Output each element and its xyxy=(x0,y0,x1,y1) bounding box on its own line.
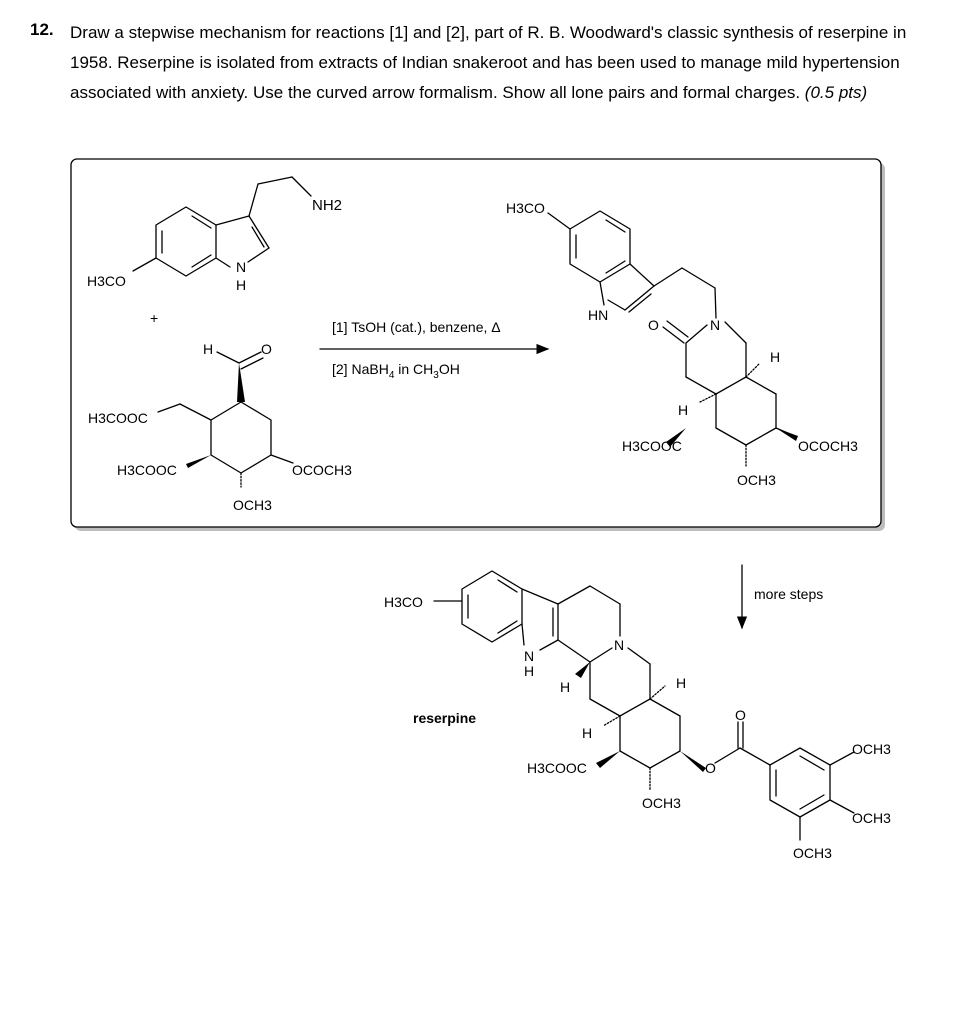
question-body: Draw a stepwise mechanism for reactions [1] and [2], part of R. B. Woodward's classic synthesis of reserpine in 1958. Reserpine is isolated from extracts of Indian snakeroot and has been used to manage mild hypertension associated with anxiety. Use the curved arrow formalism. Show all lone pairs and formal charges. xyxy=(70,23,907,102)
nh2-label: NH2 xyxy=(312,197,343,214)
question-number: 12. xyxy=(30,20,54,39)
och3-label-3: OCH3 xyxy=(642,795,681,811)
reserpine-h-label-1: H xyxy=(524,663,535,679)
h3cooc-label-1: H3COOC xyxy=(88,410,148,426)
product-h-label-1: H xyxy=(770,349,781,365)
reserpine-h-label-2: H xyxy=(560,679,571,695)
carbonyl-o-label: O xyxy=(735,707,746,723)
indole-n-label: N xyxy=(236,259,247,275)
reserpine-name: reserpine xyxy=(413,710,477,726)
och3-label-4: OCH3 xyxy=(852,741,891,757)
indole-h-label: H xyxy=(236,277,247,293)
reagent-step-2: [2] NaBH$_4$ in $CH_3OH$ xyxy=(332,361,460,381)
och3-label-1: OCH3 xyxy=(233,497,272,513)
product-n-label: N xyxy=(710,317,721,333)
aldehyde-o-label: O xyxy=(261,341,272,357)
h3co-label-1: H3CO xyxy=(87,273,126,289)
och3-label-5: OCH3 xyxy=(852,810,891,826)
more-steps-label: more steps xyxy=(754,586,824,602)
h3cooc-label-3: H3COOC xyxy=(622,438,682,454)
och3-label-6: OCH3 xyxy=(793,845,832,861)
aldehyde-h-label: H xyxy=(203,341,214,357)
h3co-label-2: H3CO xyxy=(506,200,545,216)
reagent-step-1: [1] TsOH (cat.), benzene, Δ xyxy=(332,319,501,335)
ococh3-label-2: OCOCH3 xyxy=(798,438,858,454)
ester-o-label: O xyxy=(705,760,716,776)
ococh3-label-1: OCOCH3 xyxy=(292,462,352,478)
reserpine-h-label-4: H xyxy=(582,725,593,741)
h3cooc-label-4: H3COOC xyxy=(527,760,587,776)
question-points: (0.5 pts) xyxy=(804,83,868,102)
product-o-label: O xyxy=(648,317,659,333)
reserpine-n-label-1: N xyxy=(524,648,535,664)
reserpine-n-label-2: N xyxy=(614,637,625,653)
h3cooc-label-2: H3COOC xyxy=(117,462,177,478)
plus-sign: + xyxy=(150,310,159,326)
product-h-label-2: H xyxy=(678,402,689,418)
och3-label-2: OCH3 xyxy=(737,472,776,488)
reserpine-h-label-3: H xyxy=(676,675,687,691)
h3co-label-3: H3CO xyxy=(384,594,423,610)
hn-label: HN xyxy=(588,307,609,323)
